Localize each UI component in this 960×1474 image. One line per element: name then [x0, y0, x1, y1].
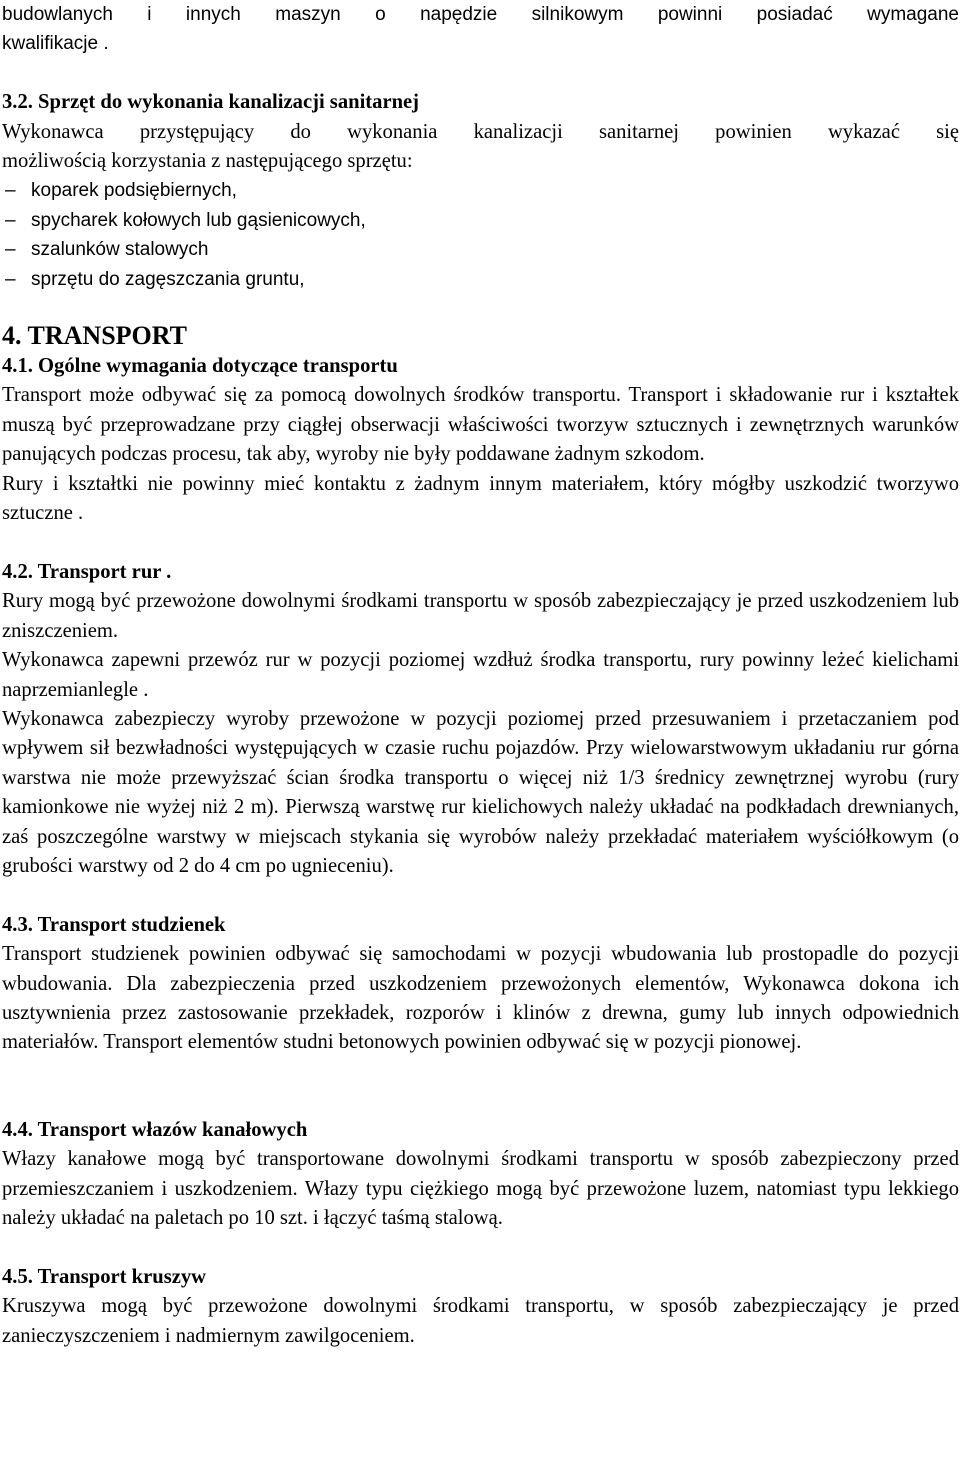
spacer [2, 1233, 959, 1262]
section-4-1-para-2: Rury i kształtki nie powinny mieć kontaktu z żadnym innym materiałem, który mógłby uszkodzić tworzywo sztuczne . [2, 472, 959, 525]
dash-bullet-icon: – [5, 268, 16, 290]
spacer [2, 59, 959, 88]
dash-bullet-icon: – [5, 239, 16, 261]
section-4-heading: 4. TRANSPORT [2, 321, 187, 351]
section-4-3-para-1: Transport studzienek powinien odbywać się samochodami w pozycji wbudowania lub prostopadle do pozycji wbudowania. Dla zabezpieczenia przed uszkodzeniem przewożonych elementów, Wykonawca dokona ich usztywnienia przez zastosowanie przekładek, rozporów i klinów z drewna, gumy lub innych odpowiednich materiałów. Transport elementów studni betonowych powinien odbywać się w pozycji pionowej. [2, 943, 959, 1054]
intro-line-2: kwalifikacje . [2, 33, 109, 55]
list-item-text: szalunków stalowych [31, 239, 209, 261]
section-4-5-heading: 4.5. Transport kruszyw [2, 1265, 207, 1288]
section-4-5-para-1: Kruszywa mogą być przewożone dowolnymi środkami transportu, w sposób zabezpieczający je przed zanieczyszczeniem i nadmiernym zawilgoceniem. [2, 1295, 959, 1347]
list-item-text: sprzętu do zagęszczania gruntu, [31, 268, 305, 290]
dash-bullet-icon: – [5, 180, 16, 202]
spacer [2, 1058, 959, 1116]
section-4-1-para-1: Transport może odbywać się za pomocą dowolnych środków transportu. Transport i składowanie rur i kształtek muszą być przeprowadzane przy ciągłej obserwacji właściwości tworzyw sztucznych i zewnętrznych warunków panujących podczas procesu, tak aby, wyroby nie były poddawane żadnym szkodom. [2, 384, 959, 466]
section-4-2-para-1: Rury mogą być przewożone dowolnymi środkami transportu w sposób zabezpieczający je przed uszkodzeniem lub zniszczeniem. [2, 590, 959, 642]
section-4-2-para-3: Wykonawca zabezpieczy wyroby przewożone w pozycji poziomej przed przesuwaniem i przetaczaniem pod wpływem sił bezwładności występujących w czasie ruchu pojazdów. Przy wielowarstwowym układaniu rur górna warstwa nie może przewyższać ścian środka transportu o więcej niż 1/3 średnicy zewnętrznej wyrobu (rury kamionkowe nie wyżej niż 2 m). Pierwszą warstwę rur kielichowych należy układać na podkładach drewnianych, zaś poszczególne warstwy w miejscach stykania się wyrobów należy przekładać materiałem wyściółkowym (o grubości warstwy od 2 do 4 cm po ugnieceniu). [2, 707, 959, 877]
intro-text [2, 0, 959, 59]
dash-bullet-icon: – [5, 209, 16, 231]
section-3-2-para-line-2: możliwością korzystania z następującego sprzętu: [2, 150, 413, 173]
section-3-2-heading: 3.2. Sprzęt do wykonania kanalizacji sanitarnej [2, 91, 420, 114]
spacer [2, 881, 959, 910]
list-item [2, 206, 959, 235]
section-4-4-heading: 4.4. Transport włazów kanałowych [2, 1118, 308, 1141]
section-4-2-heading: 4.2. Transport rur . [2, 560, 172, 583]
section-4-2-para-2: Wykonawca zapewni przewóz rur w pozycji poziomej wzdłuż środka transportu, rury powinny leżeć kielichami naprzemianlegle . [2, 649, 959, 701]
list-item [2, 265, 959, 294]
list-item [2, 235, 959, 264]
list-item-text: koparek podsiębiernych, [31, 180, 237, 202]
section-3-2-para-line-1: Wykonawca przystępujący do wykonania kanalizacji sanitarnej powinien wykazać się [2, 120, 959, 143]
intro-line-1: budowlanych i innych maszyn o napędzie silnikowym powinni posiadać wymagane [2, 4, 959, 25]
list-item-text: spycharek kołowych lub gąsienicowych, [31, 209, 366, 231]
spacer [2, 528, 959, 557]
spacer [2, 294, 959, 320]
list-item [2, 176, 959, 205]
section-4-3-heading: 4.3. Transport studzienek [2, 913, 226, 936]
section-4-1-heading: 4.1. Ogólne wymagania dotyczące transportu [2, 355, 398, 378]
equipment-list [2, 176, 959, 294]
section-4-4-para-1: Włazy kanałowe mogą być transportowane dowolnymi środkami transportu w sposób zabezpieczony przed przemieszczaniem i uszkodzeniem. Włazy typu ciężkiego mogą być przewożone luzem, natomiast typu lekkiego należy układać na paletach po 10 szt. i łączyć taśmą stalową. [2, 1148, 959, 1229]
